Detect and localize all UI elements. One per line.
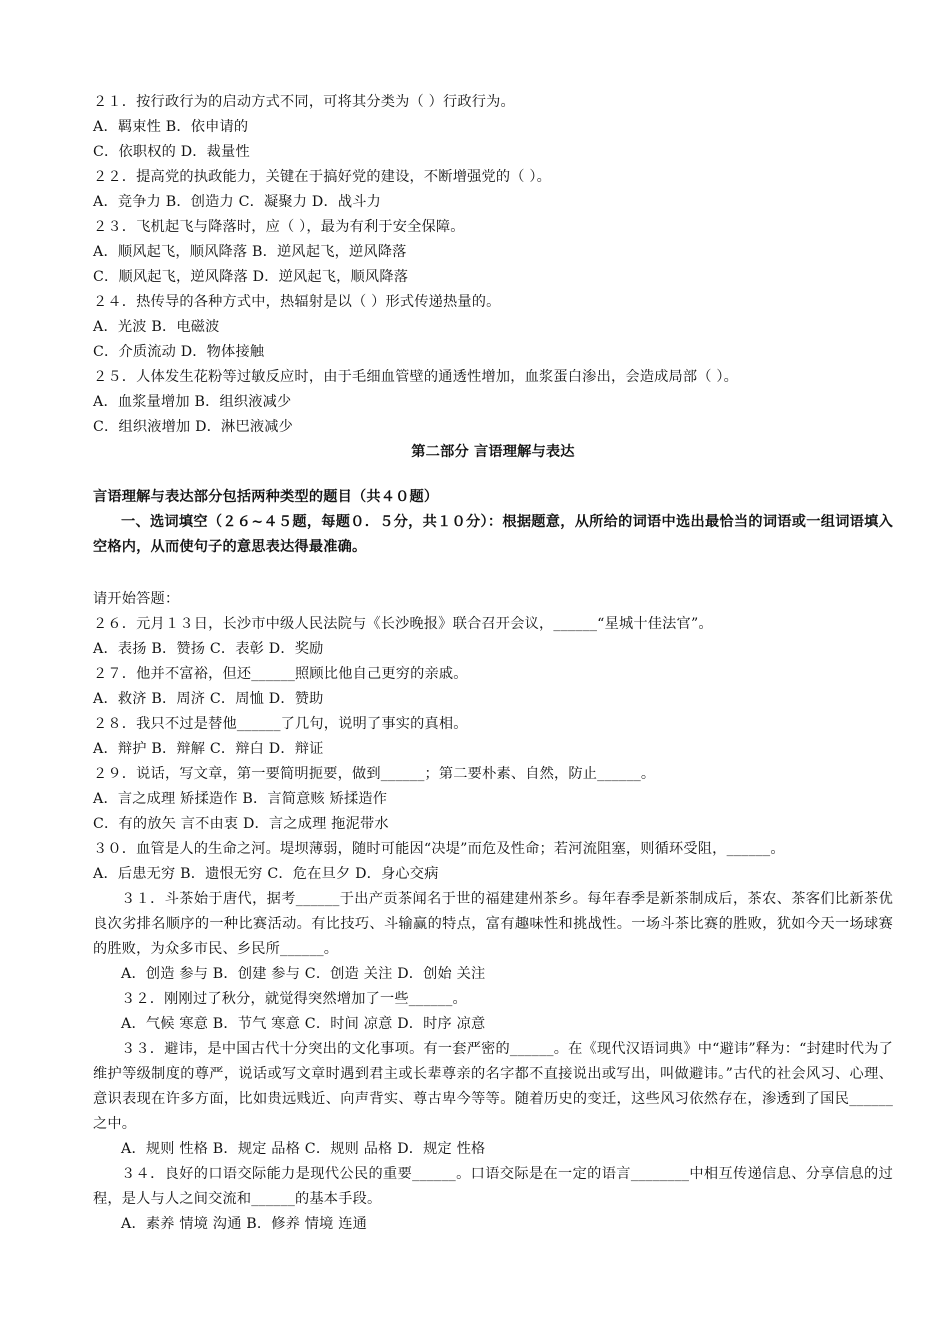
text-line: A．表扬 B．赞扬 C．表彰 D．奖励	[93, 641, 324, 657]
text-line: ２８．我只不过是替他______了几句，说明了事实的真相。	[93, 716, 468, 732]
text-line: ２５．人体发生花粉等过敏反应时，由于毛细血管壁的通透性增加，血浆蛋白渗出，会造成局部（ ）。	[93, 369, 739, 385]
question-32-options: A．气候 寒意 B．节气 寒意 C．时间 凉意 D．时序 凉意	[121, 1016, 486, 1032]
questions-26-30	[93, 612, 893, 887]
text-line: C．介质流动 D．物体接触	[93, 344, 265, 360]
question-32: ３２．刚刚过了秋分，就觉得突然增加了一些______。	[121, 991, 467, 1007]
section-intro: 言语理解与表达部分包括两种类型的题目（共４０题）	[93, 489, 439, 505]
question-34-options: A．素养 情境 沟通 B．修养 情境 连通	[121, 1216, 368, 1232]
text-line: ３０．血管是人的生命之河。堤坝薄弱，随时可能因“决堤”而危及性命；若河流阻塞，则循环受阻，______。	[93, 841, 785, 857]
text-line: ２７．他并不富裕，但还______照顾比他自己更穷的亲戚。	[93, 666, 468, 682]
document-page	[93, 90, 893, 1237]
text-line: A．辩护 B．辩解 C．辩白 D．辩证	[93, 741, 324, 757]
text-line: A．羁束性 B．依申请的	[93, 119, 249, 135]
text-line: A．光波 B．电磁波	[93, 319, 220, 335]
question-31: ３１．斗茶始于唐代，据考______于出产贡茶闻名于世的福建建州茶乡。每年春季是新茶制成后，茶农、茶客们比新茶优良次劣排名顺序的一种比赛活动。有比技巧、斗输赢的特点，富有趣味性和挑战性。一场斗茶比赛的胜败，犹如今天一场球赛的胜败，为众多市民、乡民所______。	[93, 891, 893, 957]
text-line: A．血浆量增加 B．组织液减少	[93, 394, 292, 410]
text-line: ２２．提高党的执政能力，关键在于搞好党的建设，不断增强党的（ ）。	[93, 169, 552, 185]
text-line: C．有的放矢 言不由衷 D．言之成理 拖泥带水	[93, 816, 389, 832]
text-line: A．后患无穷 B．遗恨无穷 C．危在旦夕 D．身心交病	[93, 866, 439, 882]
question-31-options: A．创造 参与 B．创建 参与 C．创造 关注 D．创始 关注	[121, 966, 486, 982]
text-line: ２１．按行政行为的启动方式不同，可将其分类为（ ）行政行为。	[93, 94, 515, 110]
question-34: ３４．良好的口语交际能力是现代公民的重要______。口语交际是在一定的语言________中相互传递信息、分享信息的过程，是人与人之间交流和______的基本手段。	[93, 1166, 893, 1207]
fill-blank-instructions: 一、选词填空（２６~４５题，每题０．５分，共１０分）：根据题意，从所给的词语中选出最恰当的词语或一组词语填入空格内，从而使句子的意思表达得最准确。	[93, 514, 893, 555]
questions-21-25	[93, 90, 893, 440]
text-line: ２３．飞机起飞与降落时，应（ ），最为有利于安全保障。	[93, 219, 465, 235]
text-line: A．言之成理 矫揉造作 B．言简意赅 矫揉造作	[93, 791, 388, 807]
section-title: 第二部分 言语理解与表达	[411, 444, 575, 460]
text-line: A．顺风起飞，顺风降落 B．逆风起飞，逆风降落	[93, 244, 407, 260]
text-line: A．竞争力 B．创造力 C．凝聚力 D．战斗力	[93, 194, 382, 210]
text-line: ２９．说话，写文章，第一要简明扼要，做到______；第二要朴素、自然，防止______。	[93, 766, 656, 782]
text-line: C．顺风起飞，逆风降落 D．逆风起飞，顺风降落	[93, 269, 409, 285]
start-prompt: 请开始答题：	[93, 591, 180, 607]
text-line: C．依职权的 D．裁量性	[93, 144, 250, 160]
text-line: A．救济 B．周济 C．周恤 D．赞助	[93, 691, 324, 707]
text-line: ２４．热传导的各种方式中，热辐射是以（ ）形式传递热量的。	[93, 294, 501, 310]
text-line: ２６．元月１３日，长沙市中级人民法院与《长沙晚报》联合召开会议，______“星城十佳法官”。	[93, 616, 713, 632]
question-33-options: A．规则 性格 B．规定 品格 C．规则 品格 D．规定 性格	[121, 1141, 486, 1157]
text-line: C．组织液增加 D．淋巴液减少	[93, 419, 293, 435]
question-33: ３３．避讳，是中国古代十分突出的文化事项。有一套严密的______。在《现代汉语词典》中“避讳”释为：“封建时代为了维护等级制度的尊严，说话或写文章时遇到君主或长辈尊亲的名字都不直接说出或写出，叫做避讳。”古代的社会风习、心理、意识表现在许多方面，比如贵远贱近、向声背实、尊古卑今等等。随着历史的变迁，这些风习依然存在，渗透到了国民______之中。	[93, 1041, 893, 1132]
